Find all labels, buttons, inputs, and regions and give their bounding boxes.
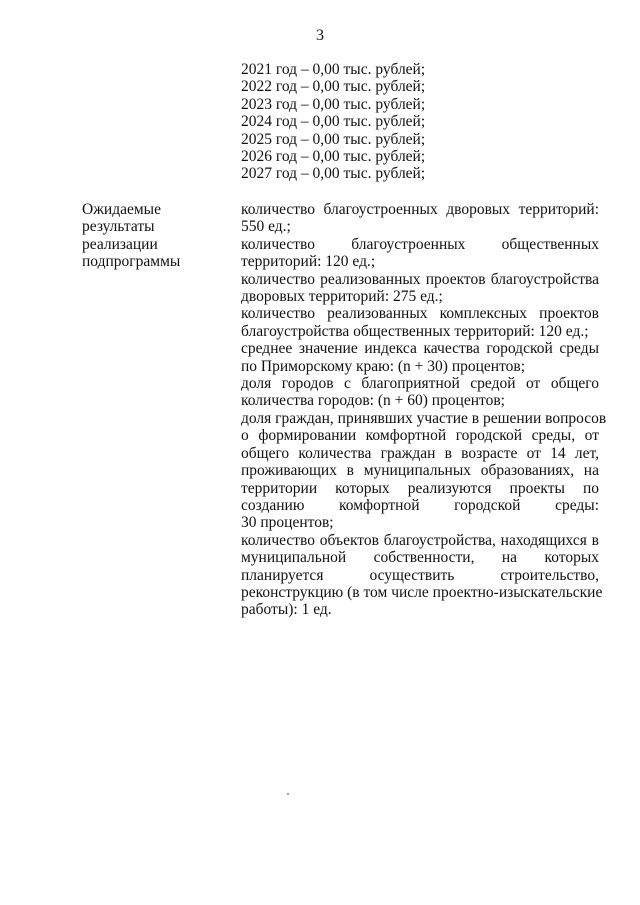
- result-item: [241, 305, 599, 340]
- result-line: проживающих в муниципальных образованиях, на: [241, 462, 599, 480]
- result-line: количество благоустроенных общественных: [241, 235, 599, 253]
- result-item: [241, 531, 603, 619]
- result-item: [241, 236, 599, 271]
- result-line: планируется осуществить строительство,: [241, 566, 599, 584]
- result-item: [241, 340, 599, 375]
- funding-line-2027: 2027 год – 0,00 тыс. рублей;: [241, 165, 426, 183]
- result-item: [241, 271, 599, 306]
- result-line: дворовых территорий: 275 ед.;: [241, 288, 443, 306]
- label-line: реализации: [82, 235, 158, 253]
- label-line: подпрограммы: [82, 253, 181, 271]
- page-number: 3: [316, 27, 324, 44]
- result-line: среднее значение индекса качества городской среды: [241, 340, 599, 358]
- funding-line-2023: 2023 год – 0,00 тыс. рублей;: [241, 95, 426, 113]
- funding-line-2022: 2022 год – 0,00 тыс. рублей;: [241, 78, 426, 96]
- result-line: количество реализованных комплексных проектов: [241, 305, 599, 323]
- result-line: территорий: 120 ед.;: [241, 253, 376, 271]
- funding-list: [241, 61, 601, 183]
- label-line: результаты: [82, 218, 155, 236]
- expected-results-list: [241, 201, 607, 619]
- result-line: количества городов: (n + 60) процентов;: [241, 392, 505, 410]
- result-item: [241, 375, 599, 410]
- result-line: по Приморскому краю: (n + 30) процентов;: [241, 357, 526, 375]
- result-line: благоустройства общественных территорий: 120 ед.;: [241, 322, 589, 340]
- result-line: доля граждан, принявших участие в решении вопросов: [241, 409, 607, 427]
- funding-line-2025: 2025 год – 0,00 тыс. рублей;: [241, 130, 426, 148]
- result-line: доля городов с благоприятной средой от общего: [241, 375, 599, 393]
- funding-line-2026: 2026 год – 0,00 тыс. рублей;: [241, 148, 426, 166]
- scan-speck: [287, 793, 289, 795]
- expected-results-label: [82, 201, 222, 271]
- result-line: созданию комфортной городской среды:: [241, 496, 599, 514]
- result-line: работы): 1 ед.: [241, 601, 332, 619]
- result-line: о формировании комфортной городской среды, от: [241, 427, 599, 445]
- result-line: территории которых реализуются проекты по: [241, 479, 599, 497]
- funding-line-2021: 2021 год – 0,00 тыс. рублей;: [241, 61, 426, 78]
- result-line: 550 ед.;: [241, 218, 291, 236]
- result-line: 30 процентов;: [241, 514, 334, 532]
- result-line: реконструкцию (в том числе проектно-изыскательские: [241, 583, 603, 601]
- result-line: количество благоустроенных дворовых территорий:: [241, 201, 599, 218]
- result-item: [241, 409, 607, 532]
- result-item: [241, 201, 599, 236]
- result-line: общего количества граждан в возрасте от 14 лет,: [241, 444, 599, 462]
- result-line: количество реализованных проектов благоустройства: [241, 270, 599, 288]
- label-line: Ожидаемые: [82, 201, 161, 218]
- funding-line-2024: 2024 год – 0,00 тыс. рублей;: [241, 113, 426, 131]
- result-line: количество объектов благоустройства, находящихся в: [241, 531, 599, 549]
- result-line: муниципальной собственности, на которых: [241, 549, 599, 567]
